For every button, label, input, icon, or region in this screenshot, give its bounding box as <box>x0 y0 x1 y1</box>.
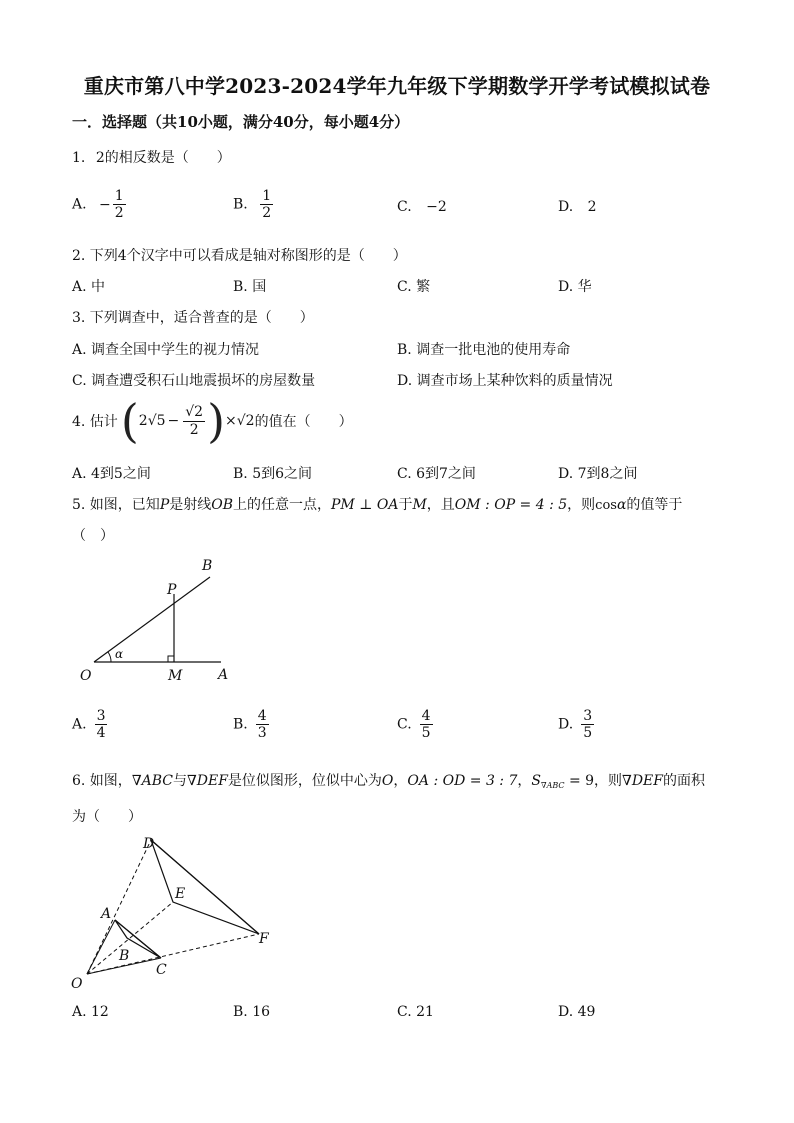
angle-arc <box>108 652 111 662</box>
label-B: B <box>119 948 130 964</box>
label-D: D <box>143 836 155 852</box>
q6-option-b[interactable]: B. 16 <box>233 1004 271 1020</box>
q3-option-c[interactable]: C. 调查遭受积石山地震损坏的房屋数量 <box>72 373 316 389</box>
q1-option-a[interactable]: A. − $\frac{1}{2}$ <box>72 188 124 222</box>
q6-option-c[interactable]: C. 21 <box>397 1004 434 1020</box>
ray-ob <box>94 577 210 662</box>
q4-option-c[interactable]: C. 6到7之间 <box>397 466 476 482</box>
q4-option-d[interactable]: D. 7到8之间 <box>558 466 638 482</box>
q1-value: 2 <box>95 150 105 166</box>
q4-right-paren: ) <box>207 394 226 448</box>
label-F: F <box>259 931 269 947</box>
question-6-stem-line2: 为（ ） <box>72 809 142 825</box>
question-5-stem-line2: （ ） <box>72 528 114 544</box>
q2-option-b[interactable]: B. 国 <box>233 279 267 295</box>
q5-option-c[interactable]: C. $\frac{4}{5}$ <box>397 708 431 742</box>
q2-option-a[interactable]: A. 中 <box>72 279 106 295</box>
q6-option-d[interactable]: D. 49 <box>558 1004 596 1020</box>
question-3-stem: 3. 下列调查中，适合普查的是（ ） <box>72 310 314 326</box>
label-A: A <box>101 906 112 922</box>
label-C: C <box>156 962 167 978</box>
q3-option-d[interactable]: D. 调查市场上某种饮料的质量情况 <box>397 373 613 389</box>
q1-text: 的相反数是（ ） <box>104 150 231 166</box>
q4-option-b[interactable]: B. 5到6之间 <box>233 466 313 482</box>
q5-figure <box>70 550 250 690</box>
question-5-stem: 5. 如图，已知P是射线OB上的任意一点，PM ⊥ OA于M，且OM : OP = 4 : 5，则cosα的值等于 <box>72 497 683 513</box>
q1-b-fraction: $\frac{1}{2}$ <box>262 188 272 222</box>
page-title: 重庆市第八中学2023-2024学年九年级下学期数学开学考试模拟试卷 <box>83 74 711 98</box>
q1-number: 1. <box>72 150 86 166</box>
question-6-stem: 6. 如图，∇ABC与∇DEF是位似图形，位似中心为O，OA : OD = 3 : 7，$S_{\nabla ABC} = 9$，则∇DEF的面积 <box>72 773 705 790</box>
label-M: M <box>168 668 183 684</box>
q5-option-d[interactable]: D. $\frac{3}{5}$ <box>558 708 593 742</box>
q5-option-b[interactable]: B. $\frac{4}{3}$ <box>233 708 267 742</box>
q5-option-a[interactable]: A. $\frac{3}{4}$ <box>72 708 106 742</box>
question-4-stem: 4. 估计 ( 2 √5 − $\frac{√2}{2}$ ) × √2 的值在（ ） <box>72 394 353 448</box>
q4-left-paren: ( <box>120 394 139 448</box>
right-angle-mark <box>168 656 174 662</box>
section-heading: 一．选择题（共10小题，满分40分，每小题4分） <box>72 113 410 131</box>
q4-fraction: $\frac{√2}{2}$ <box>185 404 204 438</box>
label-B: B <box>202 558 213 574</box>
segment-oa <box>87 920 115 974</box>
q1-a-fraction: $\frac{1}{2}$ <box>114 188 124 222</box>
q6-figure <box>65 830 285 995</box>
label-O: O <box>80 668 92 684</box>
label-alpha: α <box>115 647 124 661</box>
q2-option-c[interactable]: C. 繁 <box>397 279 431 295</box>
label-O: O <box>71 976 83 992</box>
q1-option-c[interactable]: C. −2 <box>397 199 447 215</box>
q4-option-a[interactable]: A. 4到5之间 <box>72 466 151 482</box>
q2-option-d[interactable]: D. 华 <box>558 279 592 295</box>
label-A: A <box>218 667 229 683</box>
q3-option-a[interactable]: A. 调查全国中学生的视力情况 <box>72 342 260 358</box>
q6-option-a[interactable]: A. 12 <box>72 1004 109 1020</box>
label-E: E <box>175 886 186 902</box>
q3-option-b[interactable]: B. 调查一批电池的使用寿命 <box>397 342 571 358</box>
label-P: P <box>167 582 177 598</box>
q1-option-d[interactable]: D. 2 <box>558 199 597 215</box>
question-2-stem: 2. 下列4个汉字中可以看成是轴对称图形的是（ ） <box>72 248 407 264</box>
question-1-stem <box>72 147 231 167</box>
q1-option-b[interactable]: B. $\frac{1}{2}$ <box>233 188 272 222</box>
